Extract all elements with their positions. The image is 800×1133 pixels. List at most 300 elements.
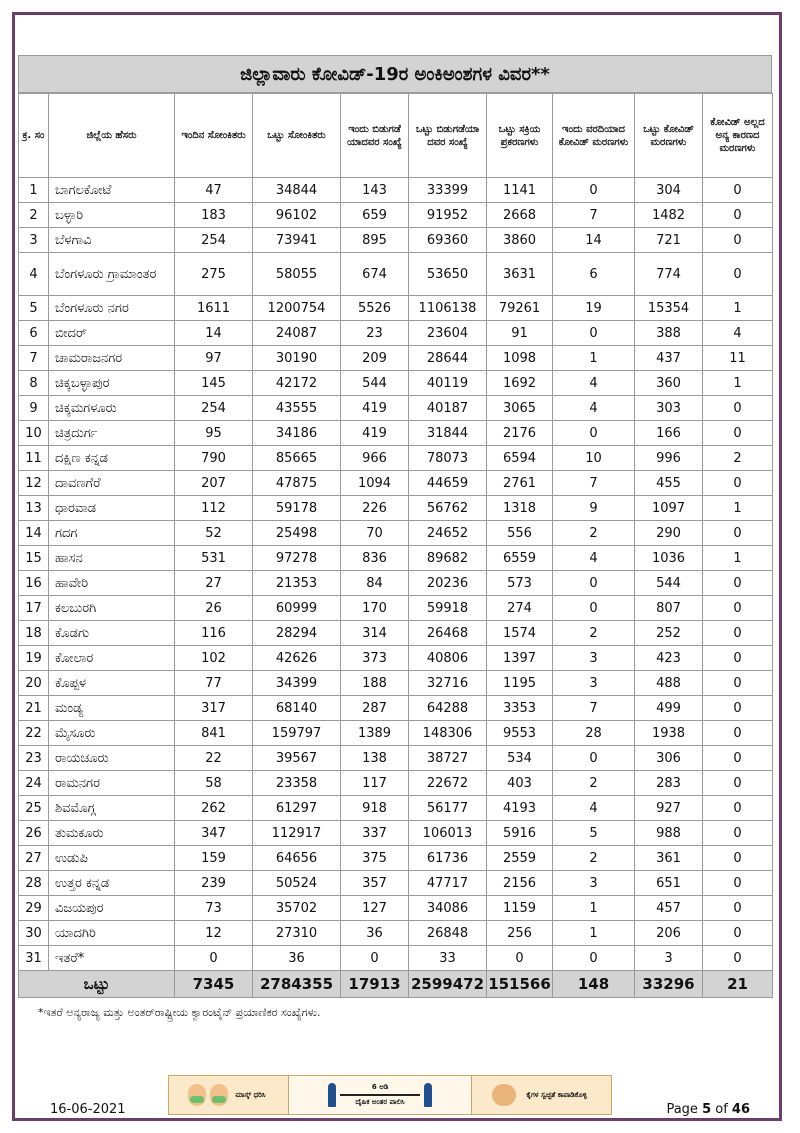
- value-cell: 3631: [487, 253, 553, 296]
- serial-cell: 12: [19, 471, 49, 496]
- value-cell: 1318: [487, 496, 553, 521]
- district-name-cell: ರಾಮನಗರ: [49, 771, 175, 796]
- value-cell: 28644: [409, 346, 487, 371]
- value-cell: 1: [703, 296, 773, 321]
- value-cell: 32716: [409, 671, 487, 696]
- serial-cell: 11: [19, 446, 49, 471]
- value-cell: 0: [703, 671, 773, 696]
- distance-segment: [289, 1076, 472, 1114]
- value-cell: 143: [341, 178, 409, 203]
- value-cell: 375: [341, 846, 409, 871]
- table-row: [19, 321, 773, 346]
- value-cell: 4: [553, 546, 635, 571]
- value-cell: 68140: [253, 696, 341, 721]
- value-cell: 33: [409, 946, 487, 971]
- value-cell: 73941: [253, 228, 341, 253]
- value-cell: 106013: [409, 821, 487, 846]
- value-cell: 807: [635, 596, 703, 621]
- value-cell: 988: [635, 821, 703, 846]
- value-cell: 117: [341, 771, 409, 796]
- table-row: [19, 596, 773, 621]
- page-total: 46: [731, 1102, 750, 1117]
- value-cell: 0: [703, 253, 773, 296]
- value-cell: 6: [553, 253, 635, 296]
- value-cell: 419: [341, 421, 409, 446]
- district-name-cell: ಹಾಸನ: [49, 546, 175, 571]
- hands-text: ಕೈಗಳ ಸ್ವಚ್ಛತೆ ಕಾಪಾಡಿಕೊಳ್ಳಿ: [526, 1091, 587, 1099]
- serial-cell: 28: [19, 871, 49, 896]
- value-cell: 22672: [409, 771, 487, 796]
- table-row: [19, 203, 773, 228]
- value-cell: 0: [703, 521, 773, 546]
- serial-cell: 24: [19, 771, 49, 796]
- page-number: [666, 1102, 750, 1117]
- table-row: [19, 846, 773, 871]
- value-cell: 52: [175, 521, 253, 546]
- value-cell: 26848: [409, 921, 487, 946]
- value-cell: 1: [703, 371, 773, 396]
- value-cell: 5526: [341, 296, 409, 321]
- value-cell: 0: [553, 571, 635, 596]
- value-cell: 262: [175, 796, 253, 821]
- value-cell: 59918: [409, 596, 487, 621]
- district-name-cell: ಬೆಳಗಾವಿ: [49, 228, 175, 253]
- value-cell: 33399: [409, 178, 487, 203]
- serial-cell: 15: [19, 546, 49, 571]
- value-cell: 274: [487, 596, 553, 621]
- value-cell: 40187: [409, 396, 487, 421]
- table-row: [19, 696, 773, 721]
- value-cell: 659: [341, 203, 409, 228]
- value-cell: 347: [175, 821, 253, 846]
- district-name-cell: ಬೆಂಗಳೂರು ನಗರ: [49, 296, 175, 321]
- value-cell: 60999: [253, 596, 341, 621]
- value-cell: 78073: [409, 446, 487, 471]
- table-row: [19, 546, 773, 571]
- value-cell: 0: [703, 178, 773, 203]
- value-cell: 1: [553, 346, 635, 371]
- value-cell: 89682: [409, 546, 487, 571]
- value-cell: 0: [703, 871, 773, 896]
- value-cell: 47875: [253, 471, 341, 496]
- value-cell: 26: [175, 596, 253, 621]
- table-row: [19, 521, 773, 546]
- value-cell: 423: [635, 646, 703, 671]
- table-row: [19, 896, 773, 921]
- value-cell: 0: [703, 771, 773, 796]
- value-cell: 6594: [487, 446, 553, 471]
- value-cell: 69360: [409, 228, 487, 253]
- value-cell: 252: [635, 621, 703, 646]
- value-cell: 85665: [253, 446, 341, 471]
- value-cell: 1: [553, 921, 635, 946]
- table-row: [19, 178, 773, 203]
- serial-cell: 27: [19, 846, 49, 871]
- value-cell: 1397: [487, 646, 553, 671]
- serial-cell: 2: [19, 203, 49, 228]
- value-cell: 836: [341, 546, 409, 571]
- value-cell: 0: [703, 596, 773, 621]
- value-cell: 239: [175, 871, 253, 896]
- total-label: ಒಟ್ಟು: [19, 971, 175, 998]
- value-cell: 2761: [487, 471, 553, 496]
- value-cell: 34186: [253, 421, 341, 446]
- value-cell: 4: [553, 796, 635, 821]
- value-cell: 0: [703, 421, 773, 446]
- value-cell: 0: [703, 696, 773, 721]
- mask-text: ಮಾಸ್ಕ್ ಧರಿಸಿ: [235, 1091, 266, 1099]
- value-cell: 0: [703, 821, 773, 846]
- value-cell: 15354: [635, 296, 703, 321]
- value-cell: 0: [703, 796, 773, 821]
- total-cell: 17913: [341, 971, 409, 998]
- value-cell: 21353: [253, 571, 341, 596]
- total-cell: 2599472: [409, 971, 487, 998]
- value-cell: 290: [635, 521, 703, 546]
- value-cell: 159797: [253, 721, 341, 746]
- value-cell: 2559: [487, 846, 553, 871]
- value-cell: 455: [635, 471, 703, 496]
- table-row: [19, 796, 773, 821]
- value-cell: 317: [175, 696, 253, 721]
- value-cell: 1: [553, 896, 635, 921]
- value-cell: 27310: [253, 921, 341, 946]
- value-cell: 373: [341, 646, 409, 671]
- value-cell: 47717: [409, 871, 487, 896]
- header-cell: ಒಟ್ಟು ಸಕ್ರಿಯ ಪ್ರಕರಣಗಳು: [487, 94, 553, 178]
- value-cell: 3: [553, 871, 635, 896]
- value-cell: 35702: [253, 896, 341, 921]
- value-cell: 1482: [635, 203, 703, 228]
- table-row: [19, 621, 773, 646]
- value-cell: 0: [703, 721, 773, 746]
- covid-safety-banner: [168, 1075, 612, 1115]
- district-name-cell: ಗದಗ: [49, 521, 175, 546]
- table-row: [19, 253, 773, 296]
- distance-value: 6 ಅಡಿ: [371, 1083, 389, 1091]
- value-cell: 0: [553, 321, 635, 346]
- table-row: [19, 228, 773, 253]
- value-cell: 64288: [409, 696, 487, 721]
- value-cell: 403: [487, 771, 553, 796]
- value-cell: 2: [553, 621, 635, 646]
- table-row: [19, 446, 773, 471]
- header-row: [19, 94, 773, 178]
- table-row: [19, 296, 773, 321]
- serial-cell: 10: [19, 421, 49, 446]
- value-cell: 388: [635, 321, 703, 346]
- value-cell: 1611: [175, 296, 253, 321]
- value-cell: 9: [553, 496, 635, 521]
- serial-cell: 7: [19, 346, 49, 371]
- value-cell: 1094: [341, 471, 409, 496]
- value-cell: 2: [553, 771, 635, 796]
- serial-cell: 23: [19, 746, 49, 771]
- value-cell: 28: [553, 721, 635, 746]
- value-cell: 0: [553, 946, 635, 971]
- table-body: [19, 178, 773, 971]
- value-cell: 22: [175, 746, 253, 771]
- serial-cell: 26: [19, 821, 49, 846]
- district-name-cell: ಚಿತ್ರದುರ್ಗ: [49, 421, 175, 446]
- total-row: [19, 971, 773, 998]
- district-name-cell: ದಾವಣಗೆರೆ: [49, 471, 175, 496]
- value-cell: 40119: [409, 371, 487, 396]
- value-cell: 61297: [253, 796, 341, 821]
- value-cell: 73: [175, 896, 253, 921]
- value-cell: 1: [703, 546, 773, 571]
- district-name-cell: ಮಂಡ್ಯ: [49, 696, 175, 721]
- value-cell: 116: [175, 621, 253, 646]
- total-cell: 33296: [635, 971, 703, 998]
- value-cell: 58: [175, 771, 253, 796]
- value-cell: 112917: [253, 821, 341, 846]
- serial-cell: 29: [19, 896, 49, 921]
- value-cell: 31844: [409, 421, 487, 446]
- table-row: [19, 396, 773, 421]
- value-cell: 3: [553, 671, 635, 696]
- serial-cell: 25: [19, 796, 49, 821]
- value-cell: 573: [487, 571, 553, 596]
- district-name-cell: ತುಮಕೂರು: [49, 821, 175, 846]
- district-name-cell: ಧಾರವಾಡ: [49, 496, 175, 521]
- value-cell: 2: [553, 846, 635, 871]
- value-cell: 457: [635, 896, 703, 921]
- district-name-cell: ಉತ್ತರ ಕನ್ನಡ: [49, 871, 175, 896]
- value-cell: 357: [341, 871, 409, 896]
- value-cell: 360: [635, 371, 703, 396]
- value-cell: 6559: [487, 546, 553, 571]
- value-cell: 7: [553, 471, 635, 496]
- value-cell: 127: [341, 896, 409, 921]
- value-cell: 64656: [253, 846, 341, 871]
- value-cell: 0: [703, 471, 773, 496]
- value-cell: 4: [553, 396, 635, 421]
- value-cell: 10: [553, 446, 635, 471]
- serial-cell: 5: [19, 296, 49, 321]
- value-cell: 12: [175, 921, 253, 946]
- table-row: [19, 371, 773, 396]
- value-cell: 11: [703, 346, 773, 371]
- value-cell: 42172: [253, 371, 341, 396]
- footnote: *ಇತರೆ ಅನ್ಯರಾಜ್ಯ ಮತ್ತು ಅಂತರ್‌ರಾಷ್ಟ್ರೀಯ ಕ್ವಾರಂಟೈನ್ ಪ್ರಯಾಣಿಕರ ಸಂಖ್ಯೆಗಳು.: [38, 1006, 321, 1019]
- serial-cell: 22: [19, 721, 49, 746]
- value-cell: 0: [553, 746, 635, 771]
- value-cell: 1938: [635, 721, 703, 746]
- value-cell: 0: [175, 946, 253, 971]
- value-cell: 4193: [487, 796, 553, 821]
- report-date: 16-06-2021: [50, 1102, 126, 1117]
- value-cell: 79261: [487, 296, 553, 321]
- value-cell: 56762: [409, 496, 487, 521]
- value-cell: 25498: [253, 521, 341, 546]
- district-name-cell: ಬಾಗಲಕೋಟೆ: [49, 178, 175, 203]
- serial-cell: 9: [19, 396, 49, 421]
- hands-segment: [472, 1076, 611, 1114]
- header-cell: ಇಂದು ವರದಿಯಾದ ಕೋವಿಡ್ ಮರಣಗಳು: [553, 94, 635, 178]
- value-cell: 0: [703, 621, 773, 646]
- serial-cell: 19: [19, 646, 49, 671]
- value-cell: 2176: [487, 421, 553, 446]
- value-cell: 283: [635, 771, 703, 796]
- value-cell: 30190: [253, 346, 341, 371]
- value-cell: 138: [341, 746, 409, 771]
- value-cell: 419: [341, 396, 409, 421]
- double-arrow-icon: [340, 1094, 420, 1096]
- value-cell: 1389: [341, 721, 409, 746]
- value-cell: 0: [703, 203, 773, 228]
- value-cell: 112: [175, 496, 253, 521]
- value-cell: 95: [175, 421, 253, 446]
- value-cell: 275: [175, 253, 253, 296]
- header-cell: ಒಟ್ಟು ಸೋಂಕಿತರು: [253, 94, 341, 178]
- value-cell: 0: [553, 178, 635, 203]
- value-cell: 97: [175, 346, 253, 371]
- value-cell: 97278: [253, 546, 341, 571]
- value-cell: 102: [175, 646, 253, 671]
- value-cell: 23358: [253, 771, 341, 796]
- table-row: [19, 771, 773, 796]
- value-cell: 303: [635, 396, 703, 421]
- value-cell: 34086: [409, 896, 487, 921]
- total-cell: 21: [703, 971, 773, 998]
- serial-cell: 13: [19, 496, 49, 521]
- value-cell: 38727: [409, 746, 487, 771]
- serial-cell: 6: [19, 321, 49, 346]
- table-row: [19, 821, 773, 846]
- value-cell: 44659: [409, 471, 487, 496]
- header-cell: ಜಿಲ್ಲೆಯ ಹೆಸರು: [49, 94, 175, 178]
- serial-cell: 16: [19, 571, 49, 596]
- value-cell: 1692: [487, 371, 553, 396]
- district-name-cell: ವಿಜಯಪುರ: [49, 896, 175, 921]
- value-cell: 20236: [409, 571, 487, 596]
- header-cell: ಇಂದು ಬಿಡುಗಡೆ ಯಾದವರ ಸಂಖ್ಯೆ: [341, 94, 409, 178]
- district-name-cell: ರಾಯಚೂರು: [49, 746, 175, 771]
- value-cell: 14: [553, 228, 635, 253]
- value-cell: 3065: [487, 396, 553, 421]
- district-name-cell: ಉಡುಪಿ: [49, 846, 175, 871]
- person-icon: [328, 1083, 336, 1107]
- table-row: [19, 496, 773, 521]
- value-cell: 39567: [253, 746, 341, 771]
- value-cell: 23604: [409, 321, 487, 346]
- serial-cell: 20: [19, 671, 49, 696]
- value-cell: 2668: [487, 203, 553, 228]
- value-cell: 918: [341, 796, 409, 821]
- value-cell: 19: [553, 296, 635, 321]
- value-cell: 927: [635, 796, 703, 821]
- value-cell: 314: [341, 621, 409, 646]
- table-row: [19, 471, 773, 496]
- value-cell: 841: [175, 721, 253, 746]
- value-cell: 1141: [487, 178, 553, 203]
- district-name-cell: ದಕ್ಷಿಣ ಕನ್ನಡ: [49, 446, 175, 471]
- serial-cell: 1: [19, 178, 49, 203]
- district-name-cell: ಕೋಲಾರ: [49, 646, 175, 671]
- value-cell: 58055: [253, 253, 341, 296]
- value-cell: 3353: [487, 696, 553, 721]
- value-cell: 2: [553, 521, 635, 546]
- table-row: [19, 921, 773, 946]
- value-cell: 544: [635, 571, 703, 596]
- district-name-cell: ಬೆಂಗಳೂರು ಗ್ರಾಮಾಂತರ: [49, 253, 175, 296]
- value-cell: 26468: [409, 621, 487, 646]
- value-cell: 166: [635, 421, 703, 446]
- value-cell: 674: [341, 253, 409, 296]
- distance-arrow: [340, 1083, 420, 1107]
- value-cell: 188: [341, 671, 409, 696]
- value-cell: 361: [635, 846, 703, 871]
- value-cell: 1036: [635, 546, 703, 571]
- value-cell: 3860: [487, 228, 553, 253]
- value-cell: 0: [553, 421, 635, 446]
- district-name-cell: ಚಾಮರಾಜನಗರ: [49, 346, 175, 371]
- table-row: [19, 721, 773, 746]
- value-cell: 256: [487, 921, 553, 946]
- value-cell: 499: [635, 696, 703, 721]
- masked-face-icon: [188, 1084, 206, 1106]
- value-cell: 1098: [487, 346, 553, 371]
- header-cell: ಕ್ರ. ಸಂ: [19, 94, 49, 178]
- value-cell: 206: [635, 921, 703, 946]
- value-cell: 1200754: [253, 296, 341, 321]
- value-cell: 287: [341, 696, 409, 721]
- district-name-cell: ಶಿವಮೊಗ್ಗ: [49, 796, 175, 821]
- page-prefix: Page: [666, 1102, 703, 1117]
- value-cell: 43555: [253, 396, 341, 421]
- value-cell: 4: [553, 371, 635, 396]
- value-cell: 159: [175, 846, 253, 871]
- value-cell: 47: [175, 178, 253, 203]
- value-cell: 721: [635, 228, 703, 253]
- value-cell: 59178: [253, 496, 341, 521]
- value-cell: 0: [703, 646, 773, 671]
- value-cell: 24087: [253, 321, 341, 346]
- value-cell: 0: [341, 946, 409, 971]
- value-cell: 534: [487, 746, 553, 771]
- value-cell: 254: [175, 396, 253, 421]
- serial-cell: 21: [19, 696, 49, 721]
- value-cell: 27: [175, 571, 253, 596]
- value-cell: 0: [703, 571, 773, 596]
- value-cell: 1574: [487, 621, 553, 646]
- value-cell: 9553: [487, 721, 553, 746]
- value-cell: 1097: [635, 496, 703, 521]
- value-cell: 226: [341, 496, 409, 521]
- value-cell: 895: [341, 228, 409, 253]
- value-cell: 651: [635, 871, 703, 896]
- value-cell: 0: [703, 746, 773, 771]
- value-cell: 774: [635, 253, 703, 296]
- value-cell: 5: [553, 821, 635, 846]
- value-cell: 0: [703, 921, 773, 946]
- serial-cell: 30: [19, 921, 49, 946]
- value-cell: 531: [175, 546, 253, 571]
- value-cell: 36: [253, 946, 341, 971]
- value-cell: 2: [703, 446, 773, 471]
- value-cell: 23: [341, 321, 409, 346]
- district-name-cell: ಬೀದರ್: [49, 321, 175, 346]
- value-cell: 0: [553, 596, 635, 621]
- district-name-cell: ಕೊಪ್ಪಳ: [49, 671, 175, 696]
- value-cell: 0: [703, 846, 773, 871]
- table-title: ಜಿಲ್ಲಾವಾರು ಕೋವಿಡ್-19ರ ಅಂಕಿಅಂಶಗಳ ವಿವರ**: [18, 55, 772, 93]
- value-cell: 0: [703, 228, 773, 253]
- value-cell: 170: [341, 596, 409, 621]
- value-cell: 91952: [409, 203, 487, 228]
- header-cell: ಒಟ್ಟು ಕೋವಿಡ್ ಮರಣಗಳು: [635, 94, 703, 178]
